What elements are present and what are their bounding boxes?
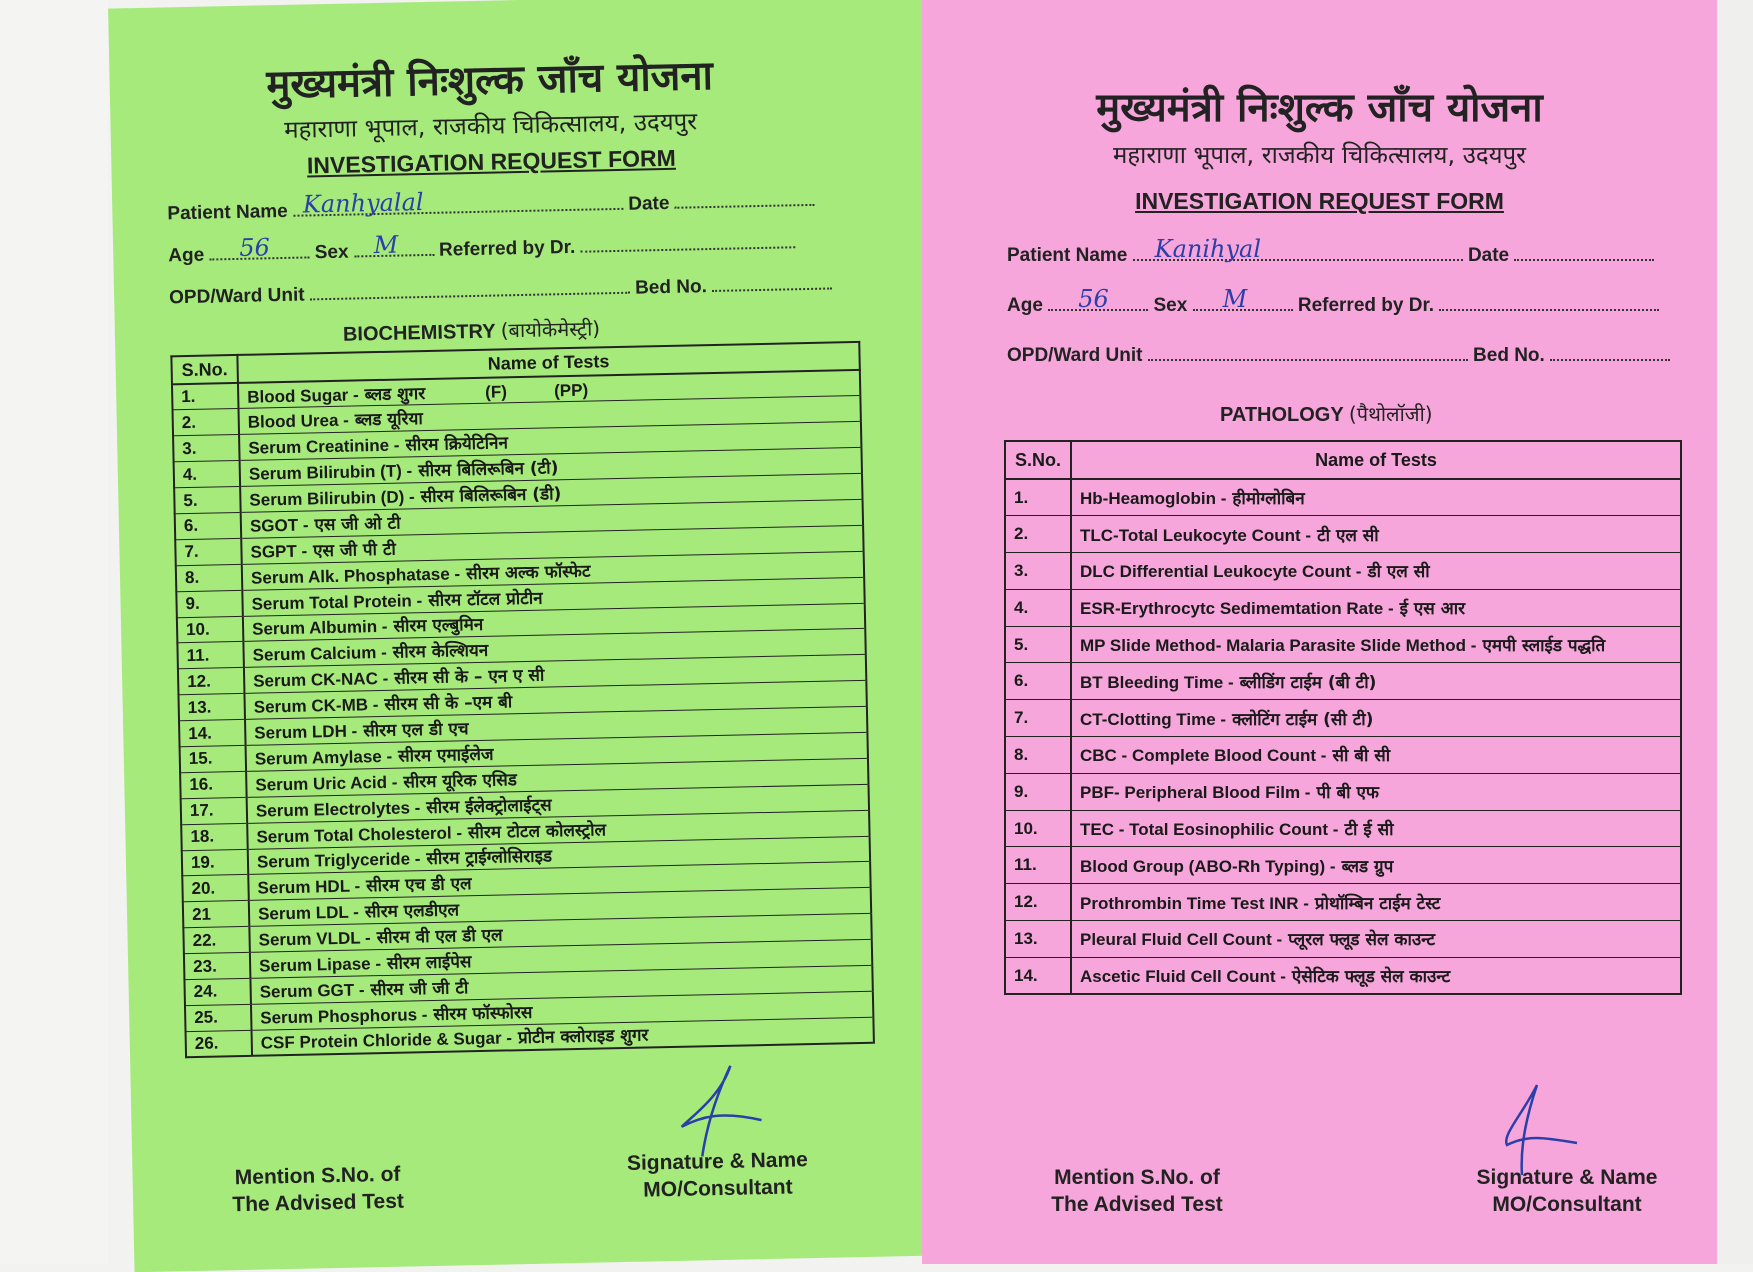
test-name-en: Serum HDL - bbox=[257, 876, 361, 899]
test-sno: 11. bbox=[1005, 847, 1071, 884]
test-name-hi: सीरम एच डी एल bbox=[365, 874, 472, 897]
test-name bbox=[1071, 773, 1681, 810]
test-row bbox=[1005, 700, 1681, 737]
test-sno: 8. bbox=[176, 564, 243, 591]
sex-field[interactable] bbox=[1193, 285, 1293, 313]
test-name-en: MP Slide Method- Malaria Parasite Slide Method - bbox=[1080, 636, 1477, 656]
hospital-name: महाराणा भूपाल, राजकीय चिकित्सालय, उदयपुर bbox=[283, 107, 698, 144]
age-sex-row bbox=[1007, 285, 1659, 317]
test-name bbox=[1071, 626, 1681, 663]
test-name-hi: पी बी एफ bbox=[1316, 783, 1379, 804]
patient-name-handwritten: Kanhyalal bbox=[302, 188, 424, 219]
test-sno: 21 bbox=[183, 901, 250, 928]
test-name-en: Blood Urea - bbox=[247, 410, 350, 433]
patient-name-field[interactable] bbox=[293, 188, 623, 219]
opd-row bbox=[1007, 345, 1670, 367]
age-label: Age bbox=[168, 244, 205, 267]
test-name-en: Serum Phosphorus - bbox=[260, 1004, 428, 1028]
test-name-hi: सीरम वी एल डी एल bbox=[376, 925, 503, 949]
test-name-en: CSF Protein Chloride & Sugar - bbox=[260, 1028, 513, 1054]
test-name-hi: एमपी स्लाईड पद्धति bbox=[1482, 636, 1606, 657]
test-name-en: SGPT - bbox=[250, 541, 308, 562]
opd-label: OPD/Ward Unit bbox=[168, 284, 305, 309]
test-sno: 16. bbox=[180, 771, 247, 798]
test-sno: 4. bbox=[174, 461, 241, 488]
test-name-hi: सीरम अल्क फॉस्फेट bbox=[465, 561, 591, 584]
test-sno: 19. bbox=[182, 849, 249, 876]
section-title-hi: (बायोकेमेस्ट्री) bbox=[500, 316, 601, 343]
test-name-en: Serum Lipase - bbox=[258, 954, 382, 976]
section-title-en: BIOCHEMISTRY bbox=[342, 320, 496, 346]
section-heading bbox=[343, 314, 601, 346]
test-row bbox=[1005, 663, 1681, 700]
test-row bbox=[1005, 921, 1681, 958]
patient-name-handwritten: Kanihyal bbox=[1154, 235, 1262, 263]
bed-field[interactable] bbox=[1550, 345, 1670, 361]
biochemistry-tests-table bbox=[170, 341, 875, 1058]
footer-mention-line-1: Mention S.No. of bbox=[1054, 1166, 1220, 1189]
test-name-hi: सीरम बिलिरूबिन (डी) bbox=[420, 484, 562, 508]
test-name bbox=[1071, 737, 1681, 774]
test-name bbox=[1071, 479, 1681, 516]
test-sno: 9. bbox=[1005, 773, 1071, 810]
test-name-en: ESR-Erythrocytc Sedimemtation Rate - bbox=[1080, 599, 1394, 619]
form-title: INVESTIGATION REQUEST FORM bbox=[1135, 188, 1504, 214]
test-sno: 24. bbox=[184, 978, 251, 1005]
test-sno: 2. bbox=[1005, 516, 1071, 553]
test-sno: 12. bbox=[178, 668, 245, 695]
test-name-en: Serum Uric Acid - bbox=[255, 772, 398, 795]
test-sno: 5. bbox=[1005, 626, 1071, 663]
test-name-en: DLC Differential Leukocyte Count - bbox=[1080, 562, 1362, 582]
test-name bbox=[1071, 663, 1681, 700]
test-row bbox=[1005, 516, 1681, 553]
test-name-hi: हीमोग्लोबिन bbox=[1232, 489, 1305, 510]
sex-field[interactable] bbox=[354, 230, 434, 260]
footer-mention-line-2: The Advised Test bbox=[1051, 1193, 1223, 1216]
age-field[interactable] bbox=[1048, 285, 1148, 313]
test-sno: 23. bbox=[184, 952, 251, 979]
test-sno: 12. bbox=[1005, 884, 1071, 921]
test-name-en: Serum CK-NAC - bbox=[253, 669, 389, 691]
test-name-en: PBF- Peripheral Blood Film - bbox=[1080, 783, 1311, 803]
test-name-hi: ब्लड शुगर bbox=[364, 383, 426, 405]
test-name-hi: एस जी ओ टी bbox=[314, 513, 401, 536]
test-name-en: Serum LDL - bbox=[257, 902, 360, 924]
test-name-hi: टी एल सी bbox=[1317, 525, 1379, 546]
test-name-en: SGOT - bbox=[249, 515, 309, 536]
handwritten-signature-pink bbox=[1482, 1075, 1602, 1185]
footer-mention-sno bbox=[192, 1160, 443, 1219]
test-sno: 11. bbox=[177, 642, 244, 669]
test-name-en: Serum LDH - bbox=[254, 721, 358, 743]
test-name-hi: सीरम एल डी एच bbox=[363, 719, 469, 742]
test-sno: 18. bbox=[181, 823, 248, 850]
footer-mention-sno bbox=[1012, 1164, 1262, 1218]
test-name-en: Serum Bilirubin (D) - bbox=[249, 487, 415, 510]
test-name-hi: सीरम बिलिरूबिन (टी) bbox=[418, 458, 559, 482]
test-name-hi: सीरम फॉस्फोरस bbox=[433, 1002, 533, 1025]
test-name-hi: सीरम सी के – एन ए सी bbox=[394, 665, 545, 689]
test-name-hi: सीरम सी के –एम बी bbox=[384, 692, 513, 716]
test-name-hi: सीरम क्रियेटिनिन bbox=[405, 433, 509, 456]
bed-label: Bed No. bbox=[634, 276, 708, 299]
test-name-en: Blood Group (ABO-Rh Typing) - bbox=[1080, 856, 1336, 876]
test-name-en: Serum Total Cholesterol - bbox=[256, 822, 463, 847]
test-name-hi: ब्लीडिंग टाईम (बी टी) bbox=[1239, 672, 1377, 693]
test-sno: 3. bbox=[1005, 553, 1071, 590]
test-name-hi: सीरम एमाईलेज bbox=[397, 744, 494, 767]
opd-label: OPD/Ward Unit bbox=[1007, 345, 1143, 366]
test-name-hi: सीरम लाईपेस bbox=[386, 952, 472, 974]
pathology-form-sheet bbox=[922, 0, 1717, 1264]
test-name-en: Serum VLDL - bbox=[258, 928, 371, 950]
opd-field[interactable] bbox=[1148, 345, 1468, 361]
section-title-hi: (पैथोलॉजी) bbox=[1348, 402, 1433, 426]
sex-handwritten: M bbox=[373, 230, 399, 260]
test-name bbox=[1071, 847, 1681, 884]
test-sno: 1. bbox=[1005, 479, 1071, 516]
age-handwritten: 56 bbox=[1078, 285, 1109, 313]
col-sno-header: S.No. bbox=[171, 355, 238, 384]
test-row bbox=[1005, 479, 1681, 516]
test-sno: 6. bbox=[1005, 663, 1071, 700]
test-name-en: Prothrombin Time Test INR - bbox=[1080, 893, 1309, 913]
test-name-hi: ऐसेटिक फ्लूड सेल काउन्ट bbox=[1291, 967, 1451, 987]
section-title-en: PATHOLOGY bbox=[1220, 404, 1344, 426]
test-name bbox=[1071, 553, 1681, 590]
sex-label: Sex bbox=[314, 241, 349, 264]
test-name-en: Serum Creatinine - bbox=[248, 435, 400, 458]
sex-label: Sex bbox=[1153, 295, 1188, 316]
test-name bbox=[1071, 589, 1681, 626]
opd-row bbox=[169, 273, 832, 309]
test-name-hi: सीरम यूरिक एसिड bbox=[403, 769, 518, 793]
test-sno: 20. bbox=[182, 875, 249, 902]
sex-handwritten: M bbox=[1222, 285, 1248, 313]
test-sno: 7. bbox=[175, 538, 242, 565]
footer-signature-line-2: MO/Consultant bbox=[643, 1175, 793, 1202]
date-label: Date bbox=[628, 192, 670, 215]
test-name bbox=[1071, 810, 1681, 847]
bed-field[interactable] bbox=[712, 273, 832, 292]
test-name-hi: टी ई सी bbox=[1344, 820, 1394, 841]
patient-name-label: Patient Name bbox=[167, 200, 288, 225]
test-name-en: TEC - Total Eosinophilic Count - bbox=[1080, 820, 1339, 840]
patient-name-label: Patient Name bbox=[1007, 245, 1128, 266]
test-name-hi: सीरम ट्राईग्लोसिराइड bbox=[426, 846, 553, 870]
test-sno: 2. bbox=[173, 409, 240, 436]
test-sno: 10. bbox=[177, 616, 244, 643]
biochemistry-form-sheet bbox=[108, 0, 954, 1272]
test-name-hi: सीरम ईलेक्ट्रोलाईट्स bbox=[426, 795, 552, 818]
test-sno: 14. bbox=[179, 719, 246, 746]
age-field[interactable] bbox=[209, 233, 309, 262]
test-name-hi: प्रोटीन क्लोराइड शुगर bbox=[517, 1025, 649, 1049]
test-sno: 13. bbox=[1005, 921, 1071, 958]
section-heading bbox=[1220, 400, 1433, 427]
footer-signature-line-1: Signature & Name bbox=[1476, 1166, 1658, 1189]
test-name-en: Serum Electrolytes - bbox=[255, 797, 421, 821]
test-name-hi: ब्लड ग्रुप bbox=[1341, 856, 1394, 877]
test-name-hi: सीरम टॉटल प्रोटीन bbox=[428, 588, 543, 611]
test-name-en: Serum Alk. Phosphatase - bbox=[250, 564, 461, 588]
referred-field[interactable] bbox=[1439, 295, 1659, 311]
test-name-en: TLC-Total Leukocyte Count - bbox=[1080, 525, 1312, 545]
test-name-en: Serum Albumin - bbox=[251, 617, 388, 640]
test-name-en: Serum CK-MB - bbox=[253, 695, 379, 717]
footer-signature-line-1: Signature & Name bbox=[626, 1148, 809, 1175]
test-row bbox=[1005, 810, 1681, 847]
date-field[interactable] bbox=[674, 190, 814, 209]
test-row bbox=[1005, 847, 1681, 884]
test-sno: 9. bbox=[176, 590, 243, 617]
test-row bbox=[1005, 737, 1681, 774]
test-extra: (F) (PP) bbox=[484, 380, 589, 402]
test-row bbox=[1005, 957, 1681, 994]
footer-mention-line-2: The Advised Test bbox=[232, 1189, 405, 1217]
test-name-hi: प्लूरल फ्लूड सेल काउन्ट bbox=[1288, 930, 1436, 951]
pathology-tests-table bbox=[1004, 440, 1682, 995]
patient-name-row bbox=[1007, 235, 1654, 267]
patient-name-row bbox=[167, 190, 815, 226]
test-name-hi: सीरम केल्शियन bbox=[392, 641, 489, 664]
col-name-header: Name of Tests bbox=[237, 342, 859, 383]
date-field[interactable] bbox=[1514, 245, 1654, 261]
test-sno: 14. bbox=[1005, 957, 1071, 994]
age-sex-row bbox=[168, 232, 796, 267]
test-name-hi: सीरम एलडीएल bbox=[364, 900, 460, 923]
bed-label: Bed No. bbox=[1473, 345, 1545, 366]
background-edge-left bbox=[0, 0, 108, 1264]
test-sno: 4. bbox=[1005, 589, 1071, 626]
test-sno: 25. bbox=[185, 1004, 252, 1031]
test-sno: 8. bbox=[1005, 737, 1071, 774]
test-row bbox=[1005, 773, 1681, 810]
test-name-en: Pleural Fluid Cell Count - bbox=[1080, 930, 1283, 950]
test-sno: 1. bbox=[172, 383, 239, 410]
test-name-hi: डी एल सी bbox=[1367, 562, 1430, 583]
handwritten-signature-green bbox=[660, 1055, 782, 1167]
test-sno: 6. bbox=[175, 512, 242, 539]
test-name-en: Serum Amylase - bbox=[254, 746, 393, 769]
test-name-en: Ascetic Fluid Cell Count - bbox=[1080, 967, 1286, 986]
test-name-en: CT-Clotting Time - bbox=[1080, 709, 1227, 729]
test-sno: 22. bbox=[183, 927, 250, 954]
test-sno: 10. bbox=[1005, 810, 1071, 847]
test-row bbox=[1005, 884, 1681, 921]
test-name-hi: एस जी पी टी bbox=[312, 539, 397, 562]
test-name bbox=[1071, 700, 1681, 737]
age-label: Age bbox=[1007, 295, 1043, 316]
col-sno-header: S.No. bbox=[1005, 441, 1071, 479]
test-sno: 5. bbox=[174, 486, 241, 513]
referred-field[interactable] bbox=[580, 232, 795, 252]
test-sno: 26. bbox=[186, 1030, 253, 1057]
test-name-en: Hb-Heamoglobin - bbox=[1080, 489, 1227, 509]
test-name-hi: क्लोटिंग टाईम (सी टी) bbox=[1232, 709, 1374, 730]
test-name-hi: प्रोथॉम्बिन टाईम टेस्ट bbox=[1314, 893, 1441, 914]
test-name-en: Serum Total Protein - bbox=[251, 590, 423, 614]
scheme-title: मुख्यमंत्री निःशुल्क जाँच योजना bbox=[1096, 85, 1543, 131]
footer-mention-line-1: Mention S.No. of bbox=[234, 1162, 401, 1190]
footer-signature-line-2: MO/Consultant bbox=[1492, 1193, 1642, 1216]
test-sno: 17. bbox=[181, 797, 248, 824]
test-sno: 15. bbox=[180, 745, 247, 772]
test-row bbox=[1005, 553, 1681, 590]
background-edge-right bbox=[1717, 0, 1753, 1264]
test-name-hi: सीरम एल्बुमिन bbox=[393, 615, 484, 638]
opd-field[interactable] bbox=[310, 278, 630, 301]
test-row bbox=[1005, 589, 1681, 626]
test-name-hi: ब्लड यूरिया bbox=[354, 409, 423, 431]
test-name-hi: सी बी सी bbox=[1332, 746, 1391, 767]
test-name-en: Serum Calcium - bbox=[252, 643, 387, 666]
patient-name-field[interactable] bbox=[1133, 235, 1463, 263]
test-name bbox=[1071, 921, 1681, 958]
test-name bbox=[1071, 884, 1681, 921]
test-sno: 13. bbox=[178, 694, 245, 721]
test-name bbox=[1071, 957, 1681, 994]
test-name bbox=[1071, 516, 1681, 553]
test-name-en: CBC - Complete Blood Count - bbox=[1080, 746, 1327, 766]
test-name-hi: सीरम टोटल कोलस्ट्रोल bbox=[467, 819, 607, 843]
test-row bbox=[1005, 626, 1681, 663]
test-name-en: BT Bleeding Time - bbox=[1080, 672, 1234, 692]
test-sno: 7. bbox=[1005, 700, 1071, 737]
test-name-en: Serum Bilirubin (T) - bbox=[248, 461, 413, 484]
age-handwritten: 56 bbox=[239, 233, 271, 262]
referred-label: Referred by Dr. bbox=[438, 236, 576, 261]
test-sno: 3. bbox=[173, 435, 240, 462]
hospital-name: महाराणा भूपाल, राजकीय चिकित्सालय, उदयपुर bbox=[1113, 141, 1526, 169]
test-name-en: Serum Triglyceride - bbox=[256, 849, 421, 873]
test-name-hi: सीरम जी जी टी bbox=[370, 978, 469, 1001]
col-name-header: Name of Tests bbox=[1071, 441, 1681, 479]
scheme-title: मुख्यमंत्री निःशुल्क जाँच योजना bbox=[265, 52, 714, 109]
test-name-hi: ई एस आर bbox=[1399, 599, 1466, 620]
test-name-en: Blood Sugar - bbox=[247, 385, 359, 407]
test-name-en: Serum GGT - bbox=[259, 980, 365, 1002]
referred-label: Referred by Dr. bbox=[1297, 295, 1435, 316]
form-title: INVESTIGATION REQUEST FORM bbox=[306, 144, 677, 179]
date-label: Date bbox=[1467, 245, 1510, 266]
